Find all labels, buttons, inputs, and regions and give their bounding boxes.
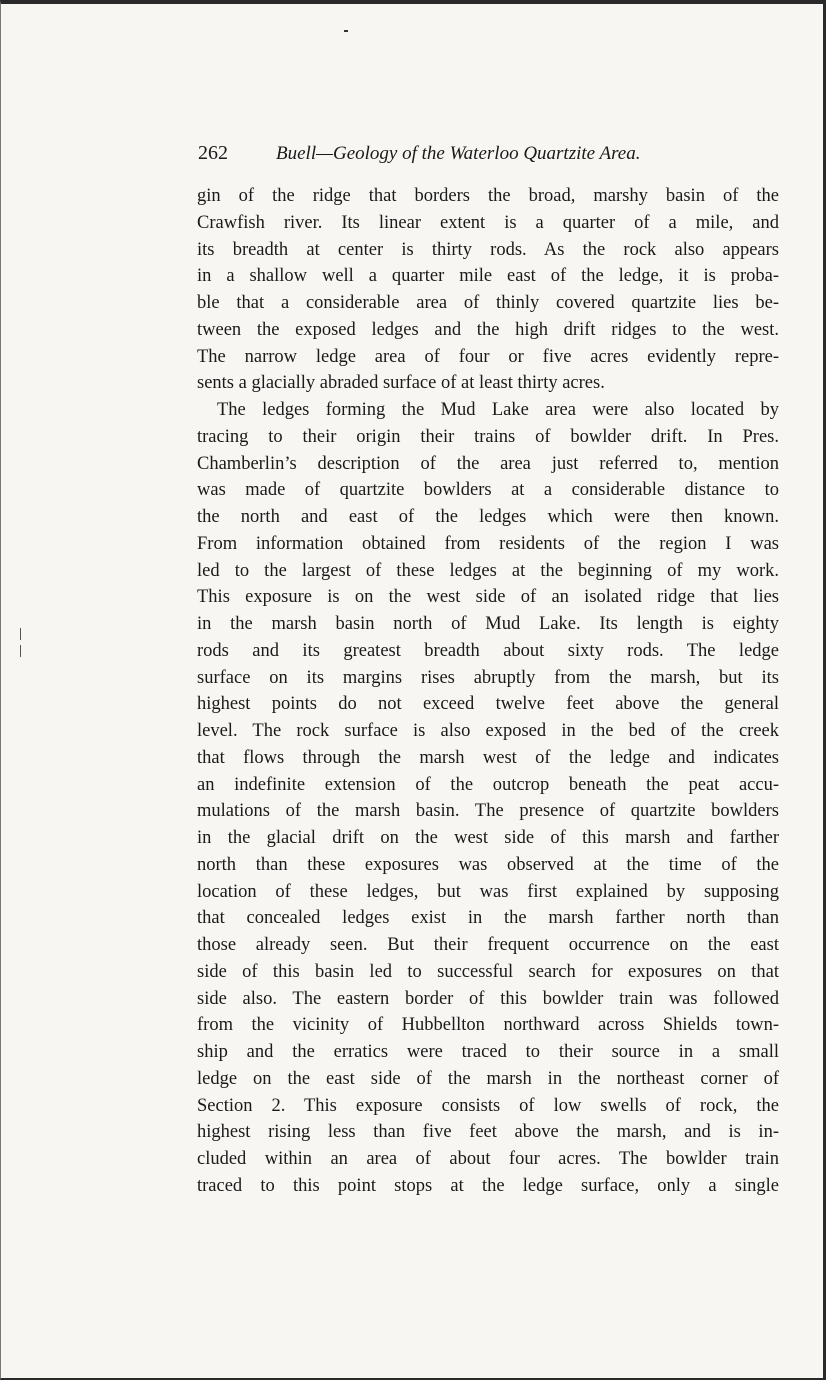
text-line: was made of quartzite bowlders at a considerable distance to — [197, 480, 779, 501]
text-line: side of this basin led to successful search for exposures on that — [197, 961, 779, 982]
text-line: Chamberlin’s description of the area just referred to, mention — [197, 453, 779, 474]
text-line: ship and the erratics were traced to their source in a small — [197, 1042, 779, 1062]
running-header — [198, 139, 718, 168]
text-line: that flows through the marsh west of the ledge and indicates — [197, 747, 779, 768]
text-line: ledge on the east side of the marsh in the northeast corner of — [197, 1068, 779, 1089]
text-line: traced to this point stops at the ledge surface, only a single — [197, 1175, 779, 1196]
text-line: from the vicinity of Hubbellton northward across Shields town- — [197, 1015, 779, 1036]
text-line: side also. The eastern border of this bowlder train was followed — [197, 988, 779, 1009]
paragraph-1 — [197, 183, 779, 397]
text-line: in a shallow well a quarter mile east of the ledge, it is proba- — [197, 266, 779, 287]
text-line: Crawfish river. Its linear extent is a quarter of a mile, and — [197, 212, 779, 233]
text-line: in the marsh basin north of Mud Lake. Its length is eighty — [197, 614, 779, 634]
text-line: cluded within an area of about four acres. The bowlder train — [197, 1149, 779, 1169]
page-number: 262 — [198, 142, 228, 164]
text-line: north than these exposures was observed at the time of the — [197, 854, 779, 875]
text-line: Section 2. This exposure consists of low swells of rock, the — [197, 1095, 779, 1116]
text-line: highest rising less than five feet above the marsh, and is in- — [197, 1122, 779, 1143]
text-line: rods and its greatest breadth about sixty rods. The ledge — [197, 640, 779, 661]
text-line: sents a glacially abraded surface of at least thirty acres. — [197, 373, 605, 394]
text-line: The narrow ledge area of four or five acres evidently repre- — [197, 346, 779, 367]
text-line: This exposure is on the west side of an isolated ridge that lies — [197, 587, 779, 608]
text-line: highest points do not exceed twelve feet above the general — [197, 694, 779, 715]
text-line: location of these ledges, but was first explained by supposing — [197, 881, 779, 902]
text-line: led to the largest of these ledges at the beginning of my work. — [197, 560, 779, 581]
text-line: ble that a considerable area of thinly covered quartzite lies be- — [197, 293, 779, 313]
text-line: an indefinite extension of the outcrop beneath the peat accu- — [197, 774, 779, 795]
paragraph-2 — [197, 397, 779, 1200]
scan-speck — [344, 30, 348, 32]
text-line: that concealed ledges exist in the marsh farther north than — [197, 908, 779, 929]
text-line: surface on its margins rises abruptly from the marsh, but its — [197, 667, 779, 688]
text-line: its breadth at center is thirty rods. As the rock also appears — [197, 239, 779, 260]
body-text — [197, 183, 779, 1200]
text-line: those already seen. But their frequent occurrence on the east — [197, 935, 779, 955]
running-title: Buell—Geology of the Waterloo Quartzite Area. — [276, 143, 641, 164]
text-line: The ledges forming the Mud Lake area were also located by — [217, 400, 779, 420]
text-line: level. The rock surface is also exposed in the bed of the creek — [197, 721, 779, 741]
text-line: tween the exposed ledges and the high drift ridges to the west. — [197, 319, 779, 340]
text-line: mulations of the marsh basin. The presence of quartzite bowlders — [197, 801, 779, 822]
text-line: the north and east of the ledges which were then known. — [197, 507, 779, 527]
margin-mark — [20, 628, 21, 640]
text-line: in the glacial drift on the west side of this marsh and farther — [197, 828, 779, 848]
text-line: tracing to their origin their trains of bowlder drift. In Pres. — [197, 426, 779, 447]
text-line: From information obtained from residents of the region I was — [197, 533, 779, 554]
margin-mark — [20, 645, 21, 657]
text-line: gin of the ridge that borders the broad, marshy basin of the — [197, 186, 779, 206]
